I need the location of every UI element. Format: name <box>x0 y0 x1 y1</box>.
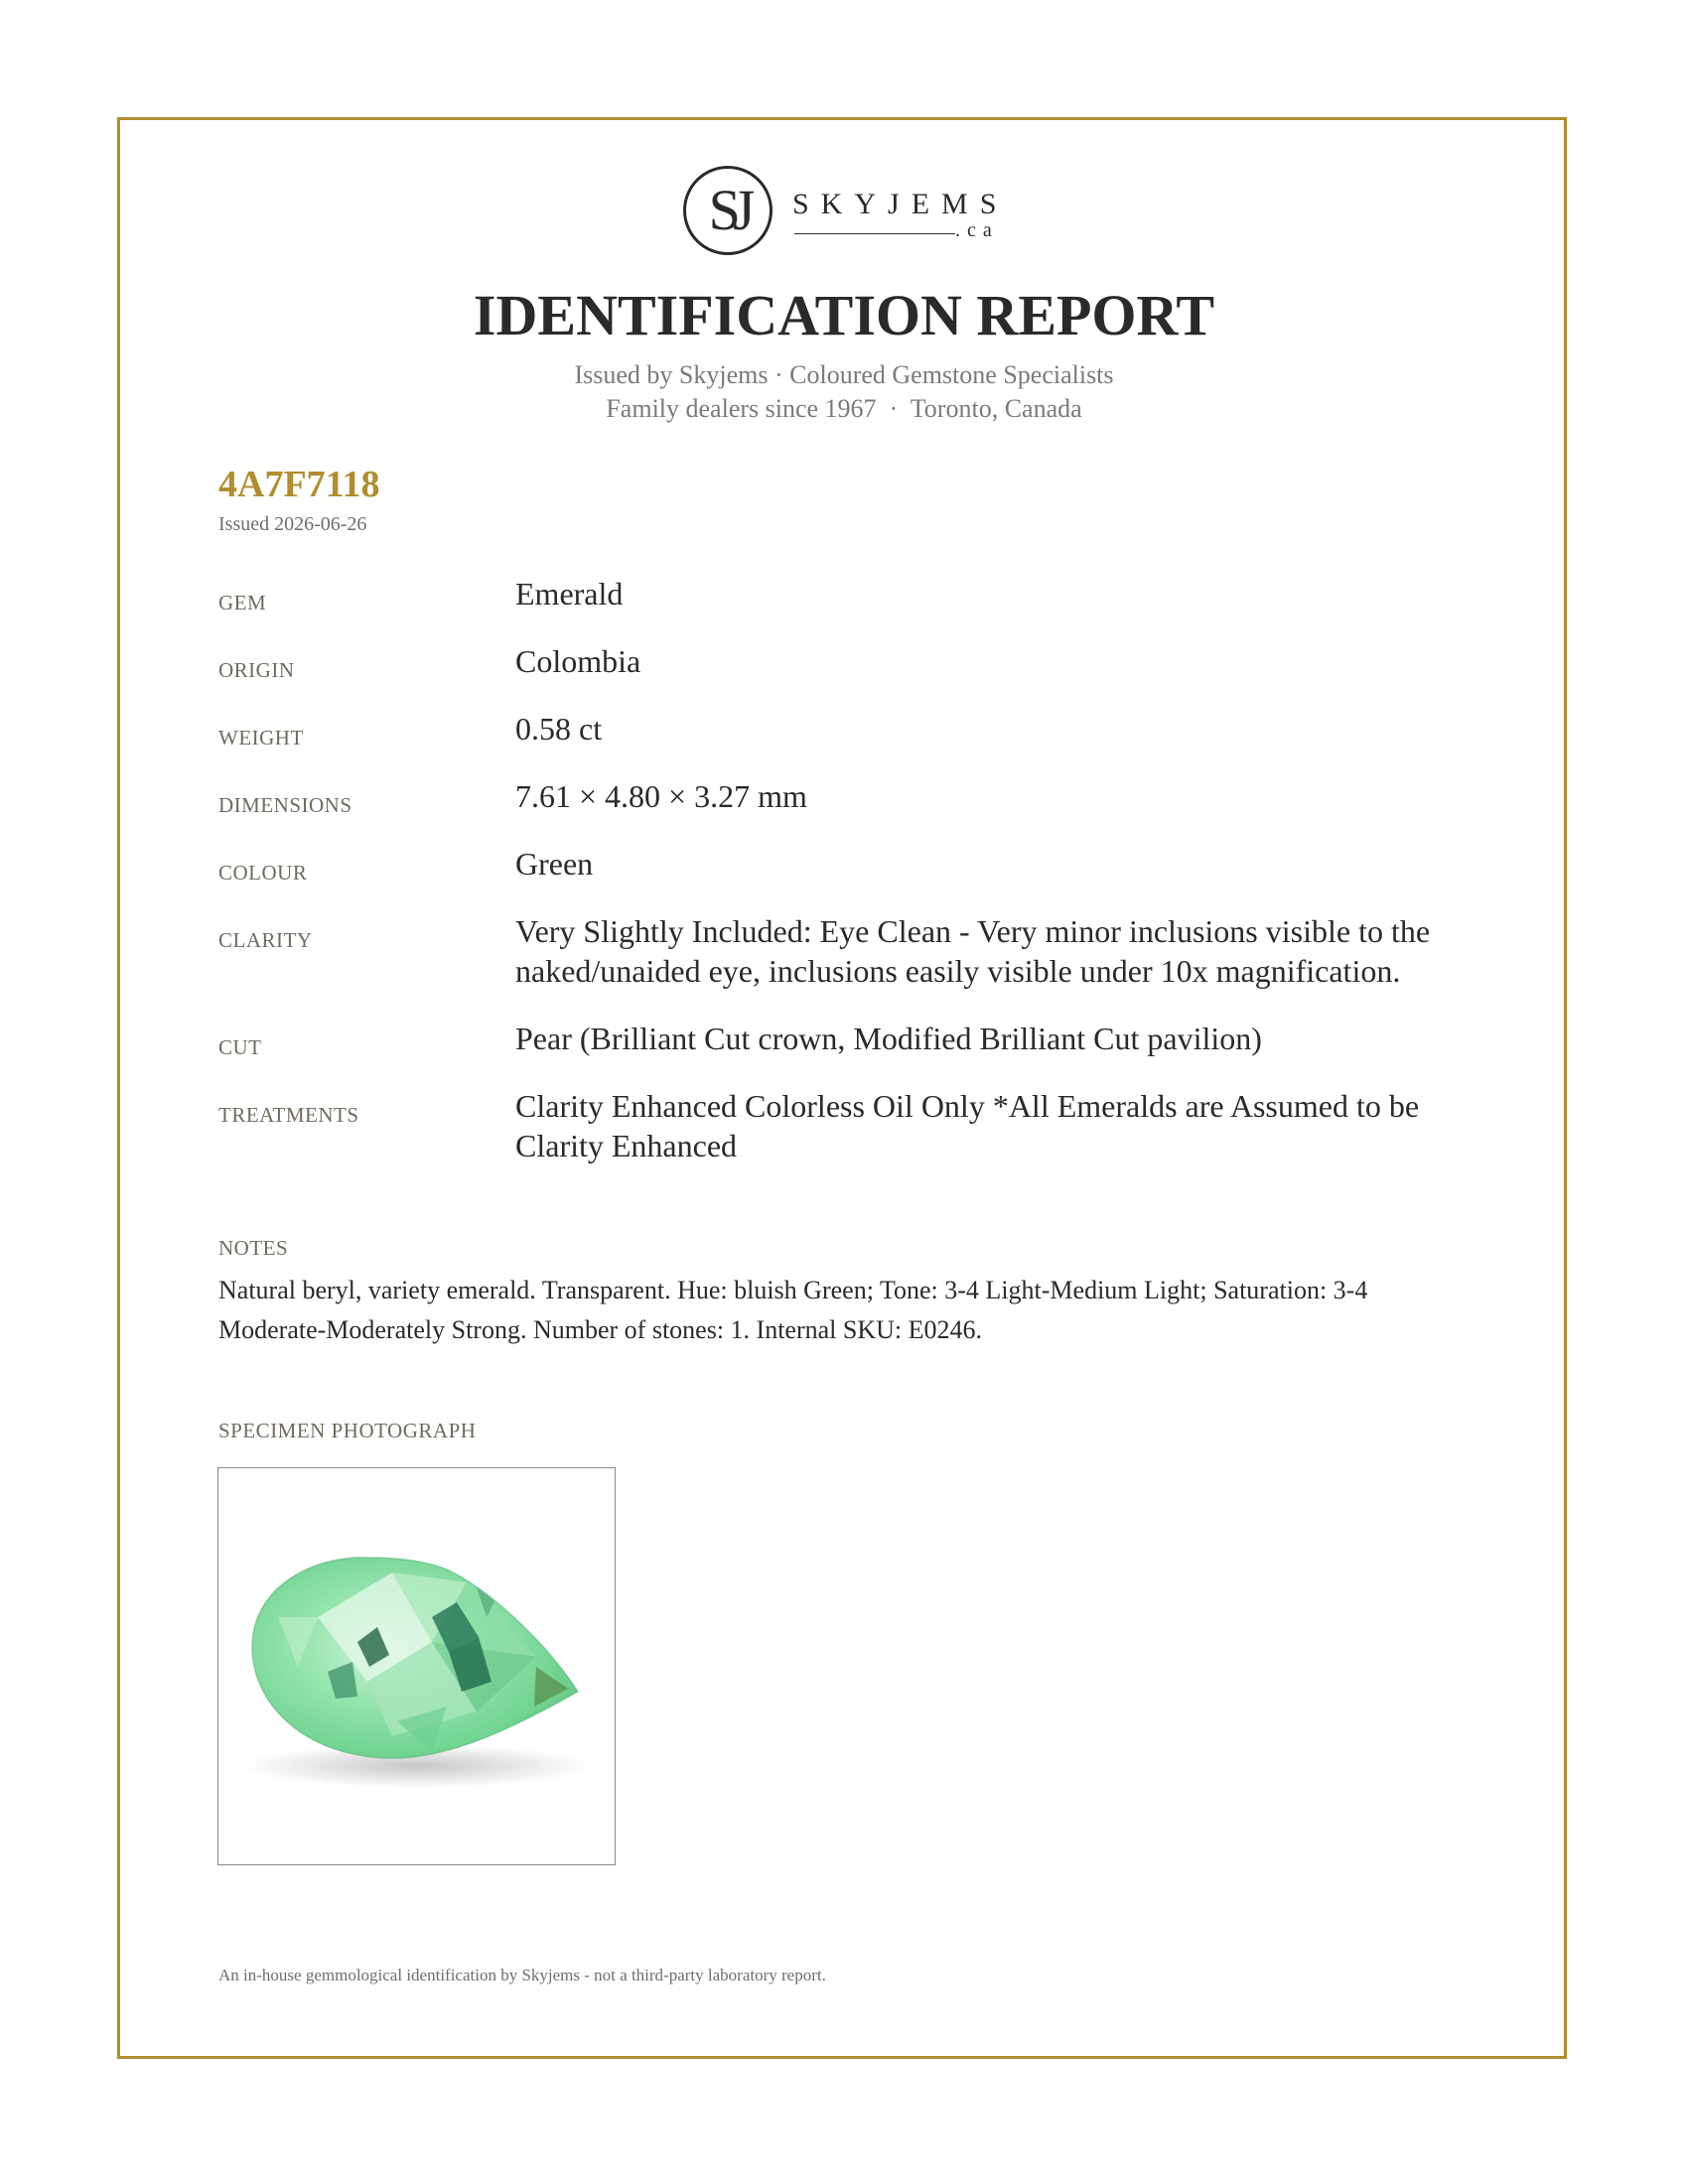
detail-label-colour: COLOUR <box>218 861 308 885</box>
detail-label-cut: CUT <box>218 1035 262 1059</box>
detail-value-gem: Emerald <box>515 576 624 612</box>
subtitle-issuer: Issued by Skyjems · Coloured Gemstone Specialists <box>574 360 1114 389</box>
detail-label-gem: GEM <box>218 591 267 614</box>
skyjems-logo <box>683 164 1011 263</box>
photo-label: SPECIMEN PHOTOGRAPH <box>218 1419 477 1442</box>
logo-wordmark: SKYJEMS <box>792 188 1009 220</box>
footer-disclaimer: An in-house gemmological identification by Skyjems - not a third-party laboratory report. <box>218 1966 826 1984</box>
issue-date: Issued 2026-06-26 <box>218 513 367 535</box>
page-title: IDENTIFICATION REPORT <box>473 283 1215 347</box>
detail-value-cut: Pear (Brilliant Cut crown, Modified Brilliant Cut pavilion) <box>515 1021 1262 1056</box>
detail-value-clarity: Very Slightly Included: Eye Clean - Very minor inclusions visible to the naked/unaided eye, inclusions easily visible under 10x magnification. <box>515 913 1431 989</box>
detail-value-colour: Green <box>515 846 594 882</box>
logo-tld: .ca <box>955 219 999 241</box>
detail-label-origin: ORIGIN <box>218 658 295 682</box>
logo-monogram: SJ <box>708 178 748 242</box>
notes-label: NOTES <box>218 1236 289 1260</box>
subtitle-dealer: Family dealers since 1967 · Toronto, Canada <box>606 394 1082 423</box>
pear-emerald-image <box>218 1468 615 1864</box>
detail-label-treatments: TREATMENTS <box>218 1103 359 1127</box>
specimen-photo <box>217 1467 616 1865</box>
notes-text: Natural beryl, variety emerald. Transparent. Hue: bluish Green; Tone: 3-4 Light-Medium Light; Saturation: 3-4 Moderate-Moderately Strong. Number of stones: 1. Internal SKU: E0246. <box>218 1276 1368 1344</box>
report-id: 4A7F7118 <box>218 464 380 505</box>
detail-label-clarity: CLARITY <box>218 928 313 952</box>
detail-label-dimensions: DIMENSIONS <box>218 793 352 817</box>
detail-value-origin: Colombia <box>515 643 641 679</box>
logo-rule <box>794 233 955 234</box>
detail-label-weight: WEIGHT <box>218 726 304 750</box>
detail-value-weight: 0.58 ct <box>515 711 603 747</box>
detail-value-dimensions: 7.61 × 4.80 × 3.27 mm <box>515 778 807 814</box>
detail-value-treatments: Clarity Enhanced Colorless Oil Only *All Emeralds are Assumed to be Clarity Enhanced <box>515 1088 1420 1163</box>
